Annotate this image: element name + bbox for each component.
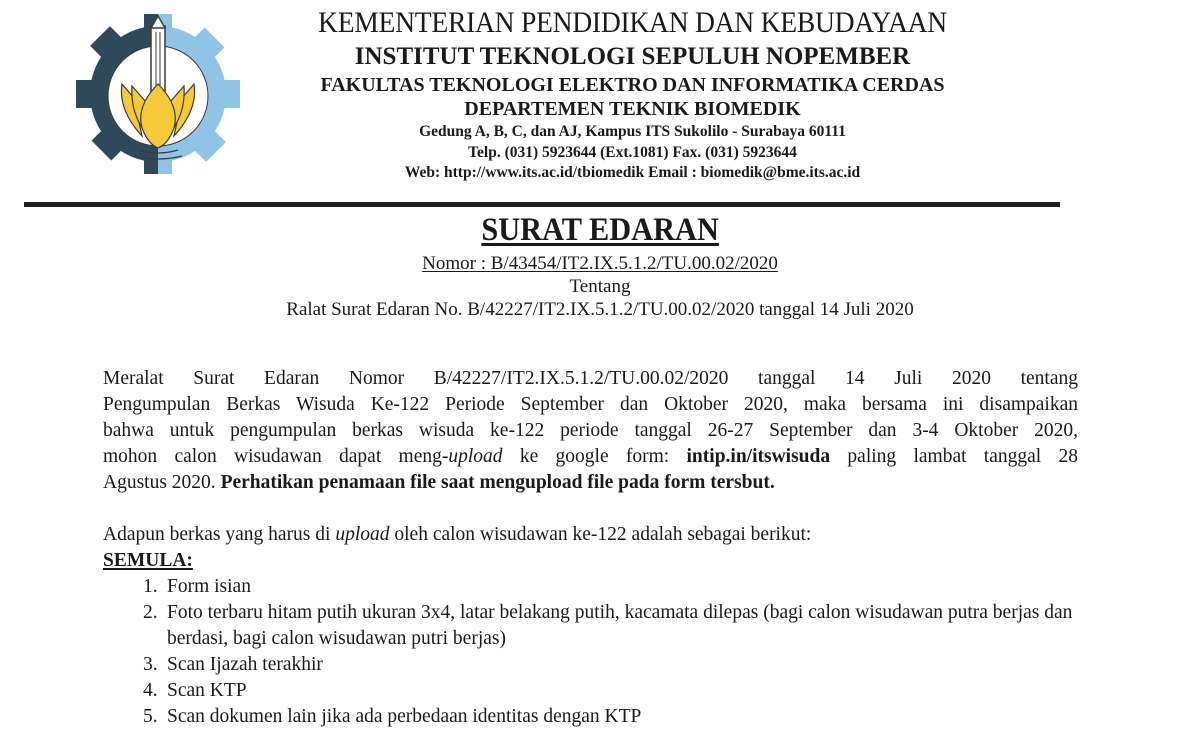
- address: Gedung A, B, C, dan AJ, Kampus ITS Sukolilo - Surabaya 60111: [419, 123, 846, 140]
- text-segment: Agustus 2020.: [103, 472, 221, 493]
- item-text: Foto terbaru hitam putih ukuran 3x4, latar belakang putih, kacamata dilepas (bagi calon wisudawan putra berjas dan berdasi, bagi calon wisudawan putri berjas): [167, 602, 1073, 649]
- text-segment: mohon calon wisudawan dapat meng-: [103, 446, 449, 467]
- list-item: [143, 678, 1078, 704]
- list-item: [143, 600, 1078, 652]
- its-logo: [72, 6, 244, 178]
- item-text: Form isian: [167, 576, 251, 597]
- item-number: 3.: [143, 654, 158, 675]
- file-naming-notice: Perhatikan penamaan file saat mengupload file pada form tersbut.: [220, 472, 775, 493]
- item-text: Scan Ijazah terakhir: [167, 654, 323, 675]
- institute-name: INSTITUT TEKNOLOGI SEPULUH NOPEMBER: [354, 43, 911, 70]
- item-number: 4.: [143, 680, 158, 701]
- web-email: Web: http://www.its.ac.id/tbiomedik Email : biomedik@bme.its.ac.id: [404, 164, 861, 181]
- document-title: SURAT EDARAN: [481, 212, 719, 248]
- title-block: [180, 214, 1020, 319]
- intro-sentence: [103, 522, 1078, 548]
- text-segment: paling lambat tanggal 28: [830, 446, 1079, 467]
- document-subject: Ralat Surat Edaran No. B/42227/IT2.IX.5.1.2/TU.00.02/2020 tanggal 14 Juli 2020: [286, 299, 914, 320]
- text-segment: oleh calon wisudawan ke-122 adalah sebagai berikut:: [389, 524, 812, 545]
- letterhead-divider: [24, 202, 1060, 207]
- required-files-list: [103, 574, 1078, 730]
- paragraph-line: bahwa untuk pengumpulan berkas wisuda ke-122 periode tanggal 26-27 September dan 3-4 Oktober 2020,: [103, 420, 1078, 441]
- paragraph-line: Meralat Surat Edaran Nomor B/42227/IT2.IX.5.1.2/TU.00.02/2020 tanggal 14 Juli 2020 tentang: [103, 368, 1078, 389]
- google-form-link[interactable]: intip.in/itswisuda: [686, 446, 831, 467]
- paragraph-line: Pengumpulan Berkas Wisuda Ke-122 Periode September dan Oktober 2020, maka bersama ini disampaikan: [103, 394, 1078, 415]
- item-number: 2.: [143, 602, 158, 623]
- faculty-name: FAKULTAS TEKNOLOGI ELEKTRO DAN INFORMATIKA CERDAS: [320, 74, 945, 96]
- document-body: [103, 366, 1078, 730]
- about-label: Tentang: [569, 276, 631, 297]
- letterhead: [255, 4, 1010, 181]
- item-text: Scan dokumen lain jika ada perbedaan identitas dengan KTP: [167, 706, 642, 727]
- department-name: DEPARTEMEN TEKNIK BIOMEDIK: [464, 98, 801, 120]
- document-number: Nomor : B/43454/IT2.IX.5.1.2/TU.00.02/2020: [422, 253, 778, 274]
- text-segment: ke google form:: [502, 446, 687, 467]
- section-label-semula: SEMULA:: [103, 550, 193, 571]
- text-segment: Adapun berkas yang harus di: [103, 524, 336, 545]
- list-item: [143, 704, 1078, 730]
- paragraph-line: [103, 470, 1078, 496]
- phone-fax: Telp. (031) 5923644 (Ext.1081) Fax. (031) 5923644: [468, 143, 797, 161]
- list-item: [143, 574, 1078, 600]
- item-number: 5.: [143, 706, 158, 727]
- paragraph-line: [103, 444, 1078, 470]
- italic-term: upload: [335, 524, 390, 545]
- item-number: 1.: [143, 576, 158, 597]
- ministry-name: KEMENTERIAN PENDIDIKAN DAN KEBUDAYAAN: [318, 6, 947, 39]
- item-text: Scan KTP: [167, 680, 247, 701]
- paragraph-correction: [103, 366, 1078, 496]
- list-item: [143, 652, 1078, 678]
- gear-lotus-logo-icon: [72, 6, 244, 178]
- italic-term: upload: [448, 446, 503, 467]
